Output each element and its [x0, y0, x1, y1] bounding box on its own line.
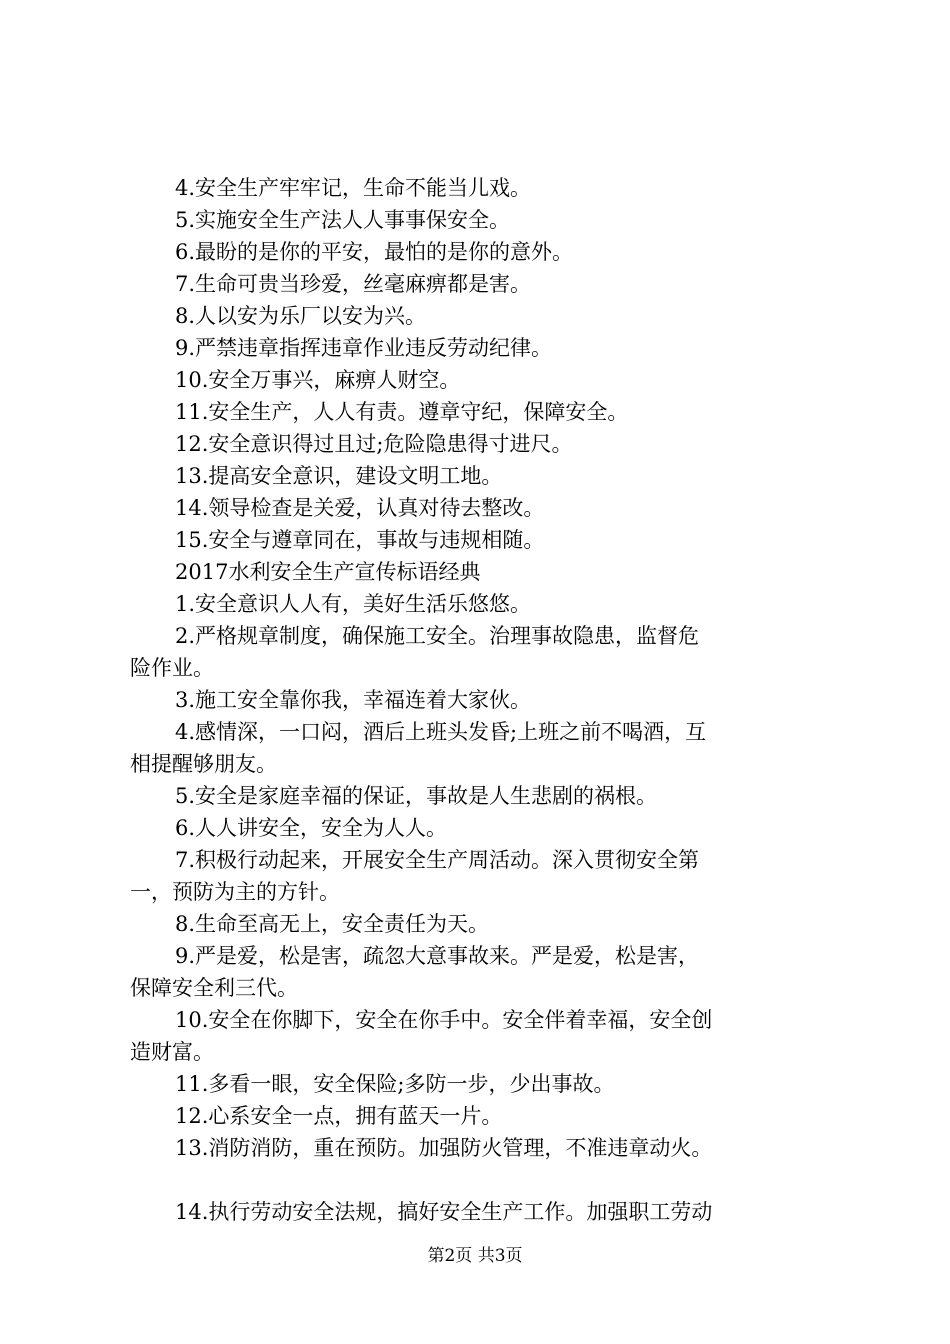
slogan-paragraph: [130, 1004, 832, 1068]
slogan-line: 5.实施安全生产法人人事事保安全。: [175, 208, 511, 232]
slogan-paragraph: [130, 620, 832, 684]
page-footer: 第2页 共3页: [427, 1246, 523, 1266]
slogan-paragraph: [172, 1068, 832, 1100]
slogan-paragraph: [172, 1196, 832, 1228]
blank-line: [172, 1164, 832, 1196]
paragraph-continuation: 险作业。: [130, 656, 214, 680]
slogan-line: 1.安全意识人人有，美好生活乐悠悠。: [175, 592, 532, 616]
paragraph-continuation: 一，预防为主的方针。: [130, 880, 340, 904]
paragraph-first-line: 13.消防消防，重在预防。加强防火管理，不准违章动火。: [175, 1136, 713, 1160]
slogan-paragraph: [172, 780, 832, 812]
slogan-paragraph: [172, 684, 832, 716]
paragraph-first-line: 3.施工安全靠你我，幸福连着大家伙。: [175, 688, 532, 712]
slogan-paragraph: [172, 1132, 832, 1164]
slogan-line: 9.严禁违章指挥违章作业违反劳动纪律。: [175, 336, 553, 360]
document-body: [130, 172, 832, 1228]
slogan-paragraph: [130, 940, 832, 1004]
slogan-paragraph: [130, 844, 832, 908]
paragraph-first-line: 7.积极行动起来，开展安全生产周活动。深入贯彻安全第: [175, 848, 700, 872]
slogan-line: 4.安全生产牢牢记，生命不能当儿戏。: [175, 176, 532, 200]
paragraph-first-line: 9.严是爱，松是害，疏忽大意事故来。严是爱，松是害，: [175, 944, 700, 968]
slogan-line: 8.人以安为乐厂以安为兴。: [175, 304, 427, 328]
slogan-paragraph: [172, 812, 832, 844]
paragraph-first-line: 6.人人讲安全，安全为人人。: [175, 816, 448, 840]
slogan-paragraph: [130, 716, 832, 780]
paragraph-continuation: 造财富。: [130, 1040, 214, 1064]
paragraph-first-line: 14.执行劳动安全法规，搞好安全生产工作。加强职工劳动: [175, 1200, 713, 1224]
paragraph-first-line: 8.生命至高无上，安全责任为天。: [175, 912, 490, 936]
paragraph-first-line: 11.多看一眼，安全保险;多防一步，少出事故。: [175, 1072, 615, 1096]
slogan-paragraph: [172, 908, 832, 940]
slogan-line: 10.安全万事兴，麻痹人财空。: [175, 368, 461, 392]
paragraph-continuation: 相提醒够朋友。: [130, 752, 277, 776]
slogan-line: 14.领导检查是关爱，认真对待去整改。: [175, 496, 545, 520]
slogan-line: 12.安全意识得过且过;危险隐患得寸进尺。: [175, 432, 573, 456]
paragraph-first-line: 12.心系安全一点，拥有蓝天一片。: [175, 1104, 503, 1128]
section-heading: 2017水利安全生产宣传标语经典: [175, 560, 481, 584]
slogan-line: 15.安全与遵章同在，事故与违规相随。: [175, 528, 545, 552]
slogan-line: 6.最盼的是你的平安，最怕的是你的意外。: [175, 240, 574, 264]
paragraph-first-line: 5.安全是家庭幸福的保证，事故是人生悲剧的祸根。: [175, 784, 658, 808]
paragraph-continuation: 保障安全利三代。: [130, 976, 298, 1000]
slogan-line: 7.生命可贵当珍爱，丝毫麻痹都是害。: [175, 272, 532, 296]
paragraph-first-line: 10.安全在你脚下，安全在你手中。安全伴着幸福，安全创: [175, 1008, 713, 1032]
paragraph-first-line: 4.感情深，一口闷，酒后上班头发昏;上班之前不喝酒，互: [175, 720, 707, 744]
slogan-line: 13.提高安全意识，建设文明工地。: [175, 464, 503, 488]
slogan-paragraph: [172, 1100, 832, 1132]
paragraph-first-line: 2.严格规章制度，确保施工安全。治理事故隐患，监督危: [175, 624, 700, 648]
slogan-line: 11.安全生产，人人有责。遵章守纪，保障安全。: [175, 400, 629, 424]
